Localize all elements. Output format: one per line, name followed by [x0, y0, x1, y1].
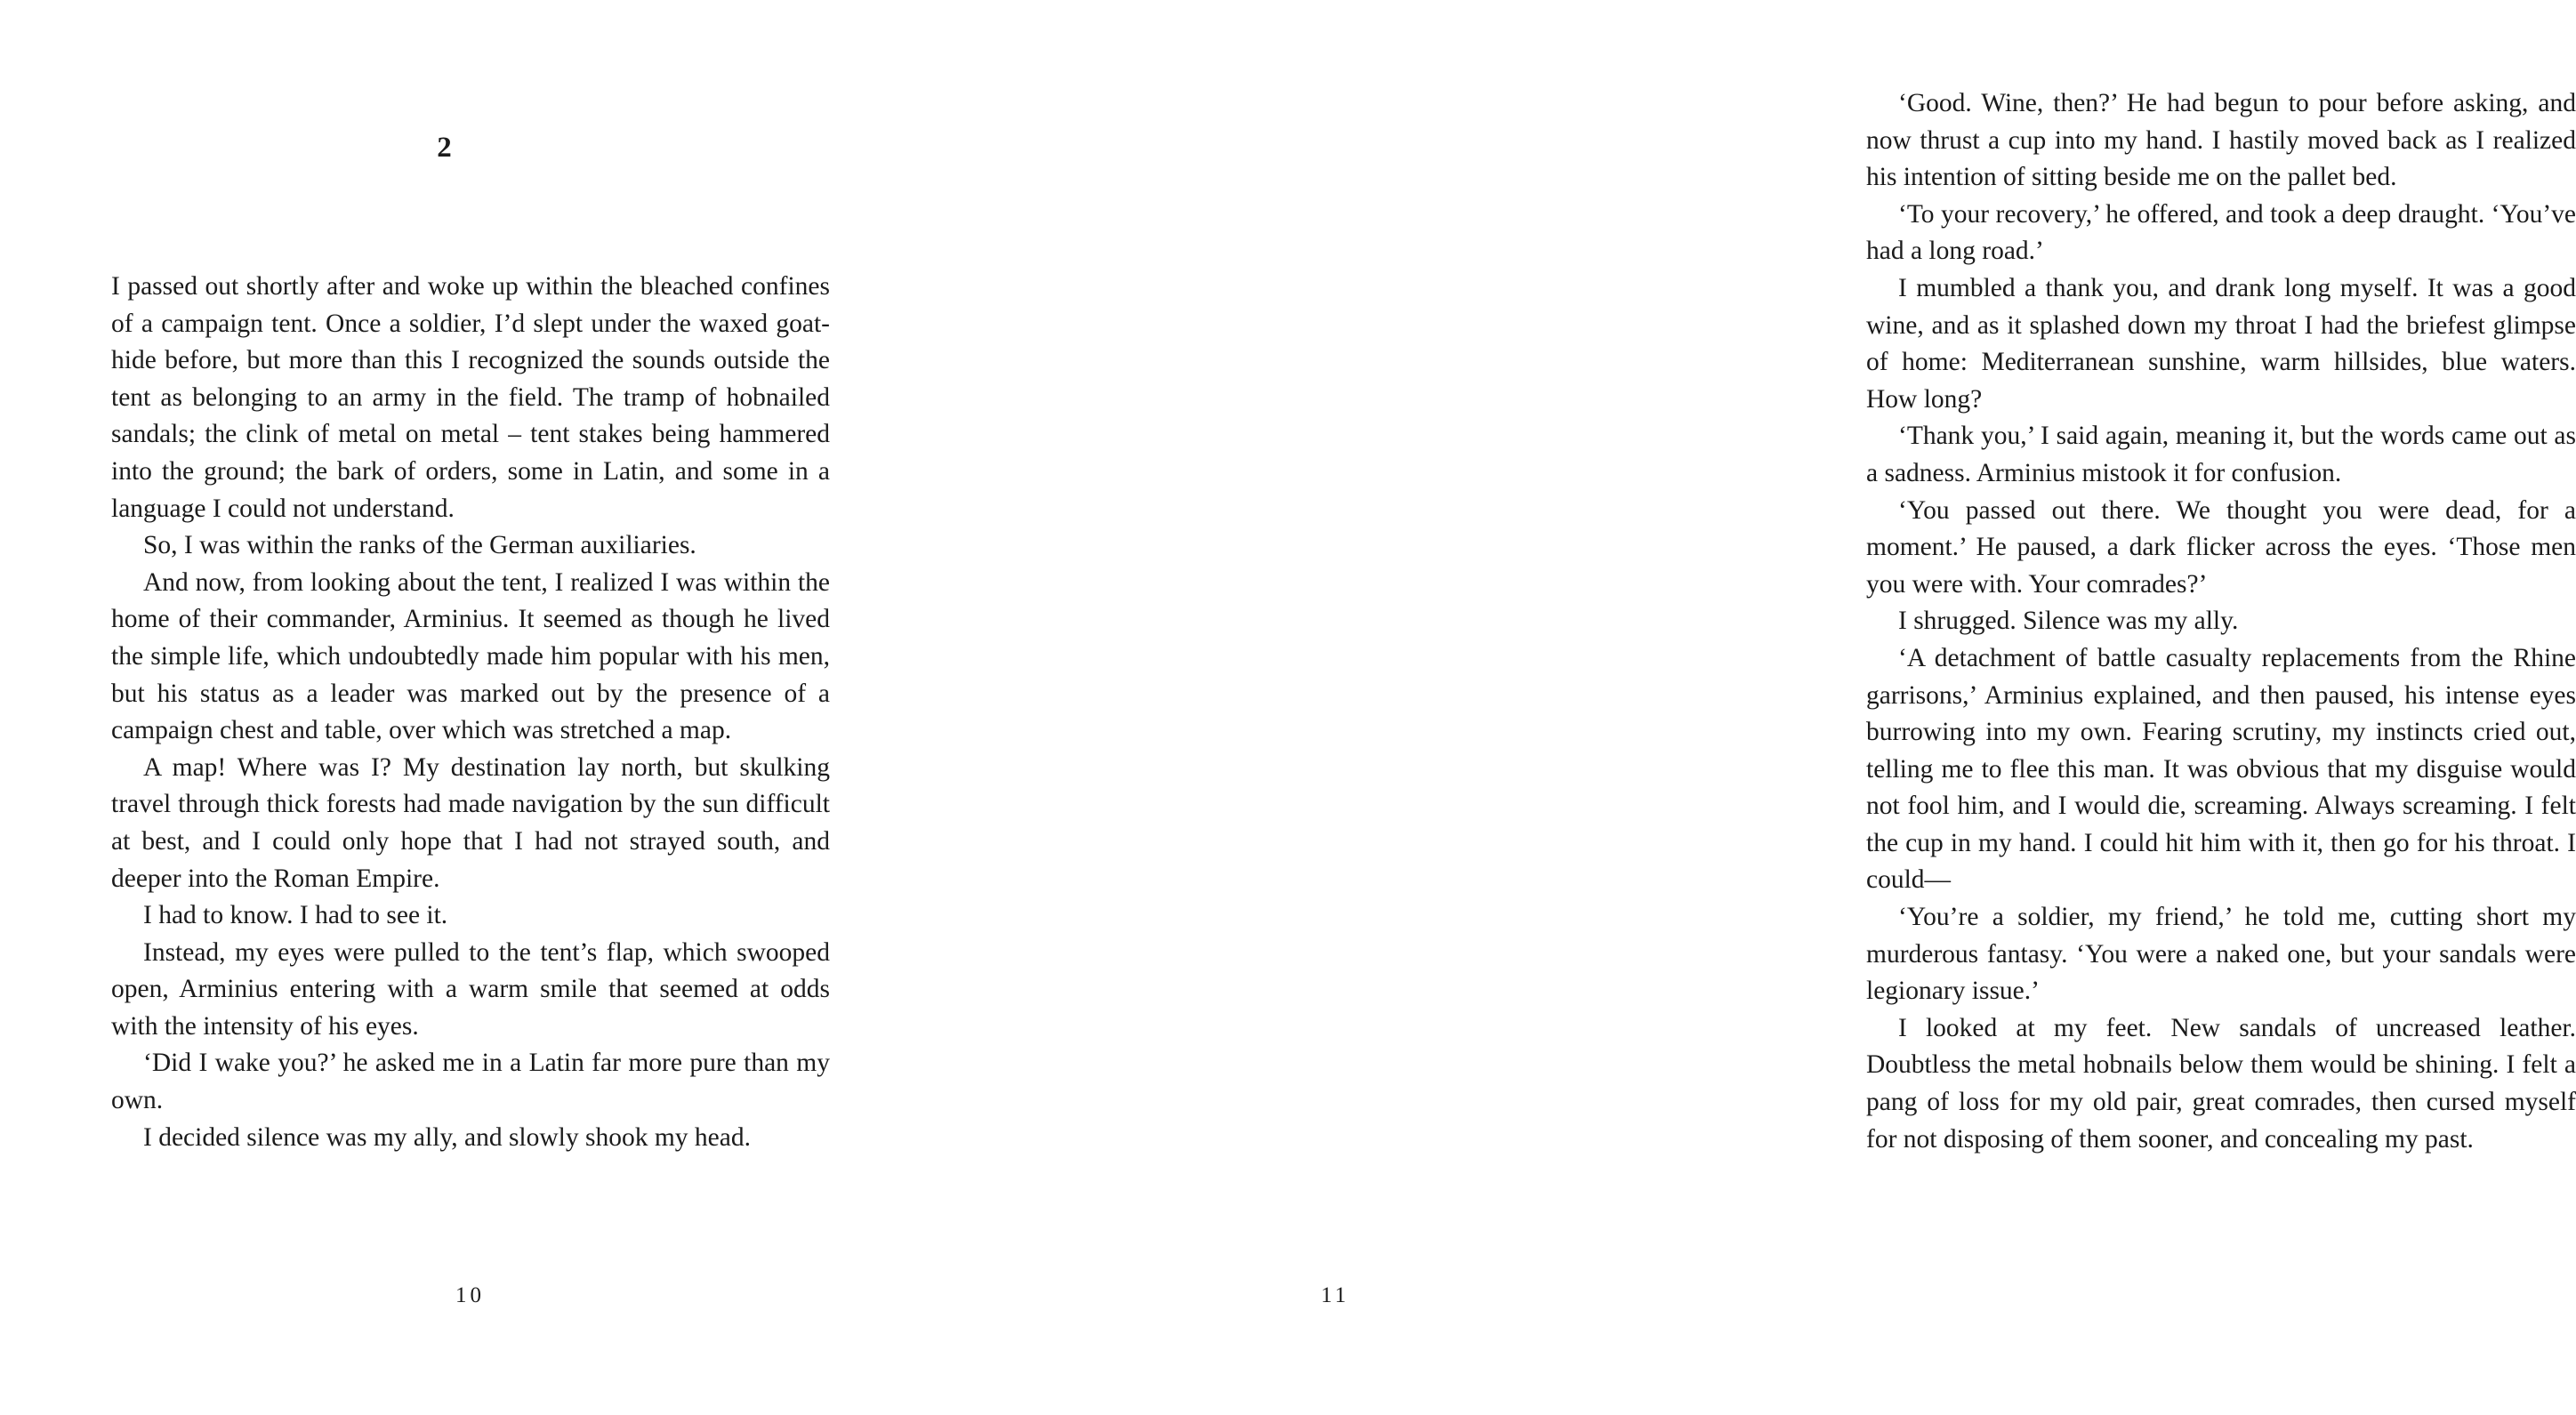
paragraph: And now, from looking about the tent, I realized I was within the home of their commander, Arminius. It seemed as though he lived the simple life, which undoubtedly made him popular with his men, but his status as a leader was marked out by the presence of a campaign chest and table, over which was stretched a map. [111, 567, 830, 745]
paragraph: ‘You passed out there. We thought you were dead, for a moment.’ He paused, a dark flicker across the eyes. ‘Those men you were with. Your comrades?’ [1866, 495, 2576, 599]
left-page [0, 0, 890, 1415]
paragraph: ‘Did I wake you?’ he asked me in a Latin far more pure than my own. [111, 1049, 830, 1115]
paragraph: Instead, my eyes were pulled to the tent’s flap, which swooped open, Arminius entering with a warm smile that seemed at odds with the intensity of his eyes. [111, 937, 830, 1041]
paragraph: I shrugged. Silence was my ally. [1898, 607, 2239, 636]
paragraph: I decided silence was my ally, and slowly shook my head. [143, 1122, 751, 1152]
paragraph: ‘Good. Wine, then?’ He had begun to pour before asking, and now thrust a cup into my hand. I hastily moved back as I realized his intention of sitting beside me on the pallet bed. [1866, 89, 2576, 192]
chapter-number: 2 [437, 132, 453, 164]
paragraph: I mumbled a thank you, and drank long myself. It was a good wine, and as it splashed down my throat I had the briefest glimpse of home: Mediterranean sunshine, warm hillsides, blue waters. How long? [1866, 273, 2576, 414]
right-page [890, 0, 2576, 1415]
paragraph: A map! Where was I? My destination lay north, but skulking travel through thick forests had made navigation by the sun difficult at best, and I could only hope that I had not strayed south, and deeper into the Roman Empire. [111, 752, 830, 893]
right-page-text [1866, 85, 2576, 1158]
paragraph: ‘Thank you,’ I said again, meaning it, but the words came out as a sadness. Arminius mistook it for confusion. [1866, 422, 2576, 487]
paragraph: I passed out shortly after and woke up within the bleached confines of a campaign tent. Once a soldier, I’d slept under the waxed goat-hide before, but more than this I recognized the sounds outside the tent as belonging to an army in the field. The tramp of hobnailed sandals; the clink of metal on metal – tent stakes being hammered into the ground; the bark of orders, some in Latin, and some in a language I could not understand. [111, 272, 830, 523]
paragraph: So, I was within the ranks of the German auxiliaries. [143, 531, 696, 560]
page-number: 11 [1321, 1283, 1350, 1307]
paragraph: ‘A detachment of battle casualty replacements from the Rhine garrisons,’ Arminius explained, and then paused, his intense eyes burrowing into my own. Fearing scrutiny, my instincts cried out, telling me to flee this man. It was obvious that my disguise would not fool him, and I would die, screaming. Always screaming. I felt the cup in my hand. I could hit him with it, then go for his throat. I could— [1866, 643, 2576, 895]
page-number: 10 [455, 1283, 485, 1307]
paragraph: I looked at my feet. New sandals of uncreased leather. Doubtless the metal hobnails below them would be shining. I felt a pang of loss for my old pair, great comrades, then cursed myself for not disposing of them sooner, and concealing my past. [1866, 1013, 2576, 1154]
paragraph: I had to know. I had to see it. [143, 901, 448, 930]
left-page-text [111, 269, 830, 1156]
paragraph: ‘To your recovery,’ he offered, and took a deep draught. ‘You’ve had a long road.’ [1866, 199, 2576, 266]
paragraph: ‘You’re a soldier, my friend,’ he told me, cutting short my murderous fantasy. ‘You were a naked one, but your sandals were legionary issue.’ [1866, 903, 2576, 1006]
